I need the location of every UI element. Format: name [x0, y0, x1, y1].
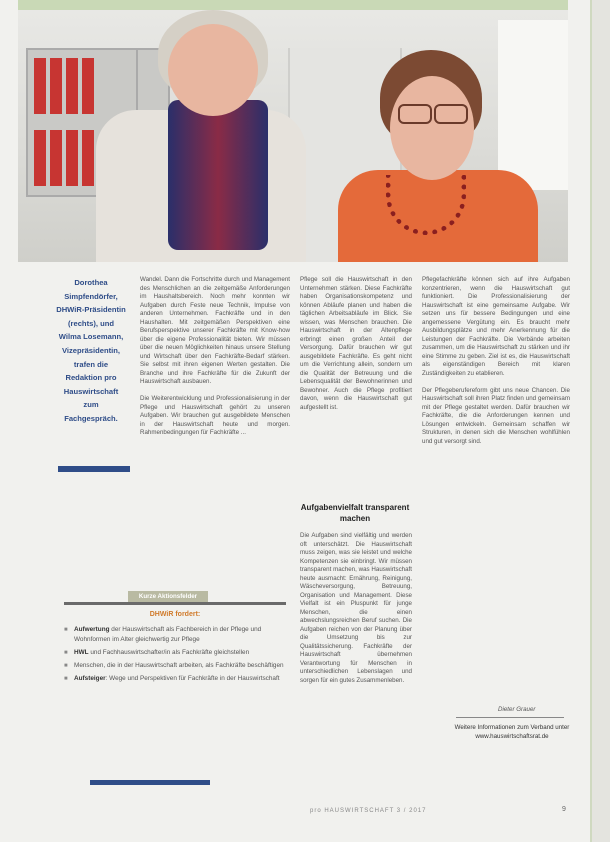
- photo-caption: Dorothea Simpfendörfer, DHWiR-Präsidentin (rechts), und Wilma Losemann, Vizepräsidentin, trafen die Redaktion pro Hauswirtschaft zum Fachgespräch.: [56, 278, 126, 423]
- column-1: [140, 276, 290, 586]
- page-number: 9: [562, 806, 566, 813]
- infobox-item: ■ Menschen, die in der Hauswirtschaft arbeiten, als Fachkräfte beschäftigen: [64, 661, 286, 671]
- infobox-item: ■ Aufwertung der Hauswirtschaft als Fachbereich in der Pflege und Wohnformen im Alter gleichwertig zur Pflege: [64, 625, 286, 645]
- column-2-text: Pflege soll die Hauswirtschaft in den Unternehmen stärken. Diese Fachkräfte haben Organisationskompetenz und können Abläufe planen und haben die täglichen Arbeitsabläufe im Blick. Sie wissen, was Menschen brauchen. Die Hauswirtschaft in der Altenpflege erbringt einen großen Anteil der Versorgung. Dafür brauchen wir gut ausgebildete Fachkräfte. Es geht nicht um die Verrichtung allein, sondern um die Qualität der Betreuung und die Lebensqualität der Bewohnerinnen und Bewohner. Auch die Pflege profitiert davon, wenn die Hauswirtschaft gut aufgestellt ist.: [300, 276, 412, 411]
- window: [498, 20, 568, 190]
- column-2: [300, 276, 412, 491]
- infobox-item: ■ HWL und Fachhauswirtschafter/in als Fachkräfte gleichstellen: [64, 648, 286, 658]
- column-1-text: Wandel. Dann die Fortschritte durch und Management des Menschlichen an die zeitgemäße Anforderungen im Haushaltsbereich. Noch mehr konnten wir Aufgaben durch Feste neue Technik, Impulse von anderen Unternehmen. Fachkräfte und in den Haushalten. Mit zeitgemäßen Perspektiven eine Berufsperspektive unserer Fachkräfte mit Know-how über die eigene Professionalität bieten. Wir müssen über die neuen Möglichkeiten hinaus unsere Stellung und Wirtschaft über den Fachkräfte-Bedarf stärken. Sie selbst mit ihren eigenen Werten gestalten. Die Branche und ihre Fachkräfte für die Zukunft der Hauswirtschaft ausbauen. Die Weiterentwicklung und Professionalisierung in der Pflege und Hauswirtschaft gehört zu unseren Aufgaben. Wir brauchen gut ausgebildete Menschen in der Hauswirtschaft heute und morgen. Rahmenbedingungen für Fachkräfte ...: [140, 276, 290, 436]
- infobox-tab: Kurze Aktionsfelder: [128, 591, 208, 602]
- infobox-title: DHWiR fordert:: [149, 611, 201, 618]
- column-3: [422, 276, 570, 702]
- subhead: Aufgabenvielfalt transparent machen: [300, 503, 410, 523]
- infobox: [64, 602, 286, 781]
- column-2b: [300, 532, 412, 800]
- caption-rule: [58, 466, 130, 472]
- column-2b-text: Die Aufgaben sind vielfältig und werden oft unterschätzt. Die Hauswirtschaft muss zeigen, was sie leistet und welche Kompetenzen sie einbringt. Wir müssen transparent machen, was Hauswirtschaft heute ausmacht: Ernährung, Reinigung, Wäscheversorgung, Betreuung, Organisation und Management. Diese Vielfalt ist ein Pluspunkt für junge Menschen, die einen abwechslungsreichen Beruf suchen. Die Aufgaben reichen von der Planung über die Umsetzung bis zur Qualitätssicherung. Fachkräfte der Hauswirtschaft übernehmen Verantwortung für Menschen in unterschiedlichen Lebenslagen und sorgen für ein gutes Zusammenleben.: [300, 532, 412, 684]
- photo-top-strip: [18, 0, 568, 10]
- signature: Dieter Grauer: [498, 706, 536, 713]
- photo: [18, 0, 568, 262]
- page-edge: [590, 0, 610, 842]
- infobox-item: ■ Aufsteiger: Wege und Perspektiven für Fachkräfte in der Hauswirtschaft: [64, 674, 286, 684]
- infobox-list: [64, 625, 286, 687]
- column-3-text: Pflegefachkräfte können sich auf ihre Aufgaben konzentrieren, wenn die Hauswirtschaft gut funktioniert. Die Professionalisierung der Hauswirtschaft ist eine gemeinsame Aufgabe. Wir setzen uns für bessere Bedingungen und eine angemessene Vergütung ein. Es braucht mehr Ausbildungsplätze und mehr Anerkennung für die Leistungen der Fachkräfte. Die Verbände arbeiten zusammen, um die Hauswirtschaft zu stärken und ihr eine Stimme zu geben. Ziel ist es, die Hauswirtschaft als eigenständigen Bereich mit klaren Zuständigkeiten zu etablieren. Der Pflegeberufereform gibt uns neue Chancen. Die Hauswirtschaft soll ihren Platz finden und gemeinsam mit der Pflege gestaltet werden. Dafür brauchen wir Fachkräfte, die die Anforderungen kennen und Lösungen entwickeln. Gemeinsam schaffen wir Strukturen, in denen sich die Menschen wohlfühlen und gut versorgt sind.: [422, 276, 570, 445]
- footer: pro HAUSWIRTSCHAFT 3 / 2017: [310, 808, 427, 814]
- website-notice: Weitere Informationen zum Verband unter www.hauswirtschaftsrat.de: [454, 724, 570, 740]
- notice-rule: [456, 717, 564, 718]
- infobox-rule: [90, 780, 210, 785]
